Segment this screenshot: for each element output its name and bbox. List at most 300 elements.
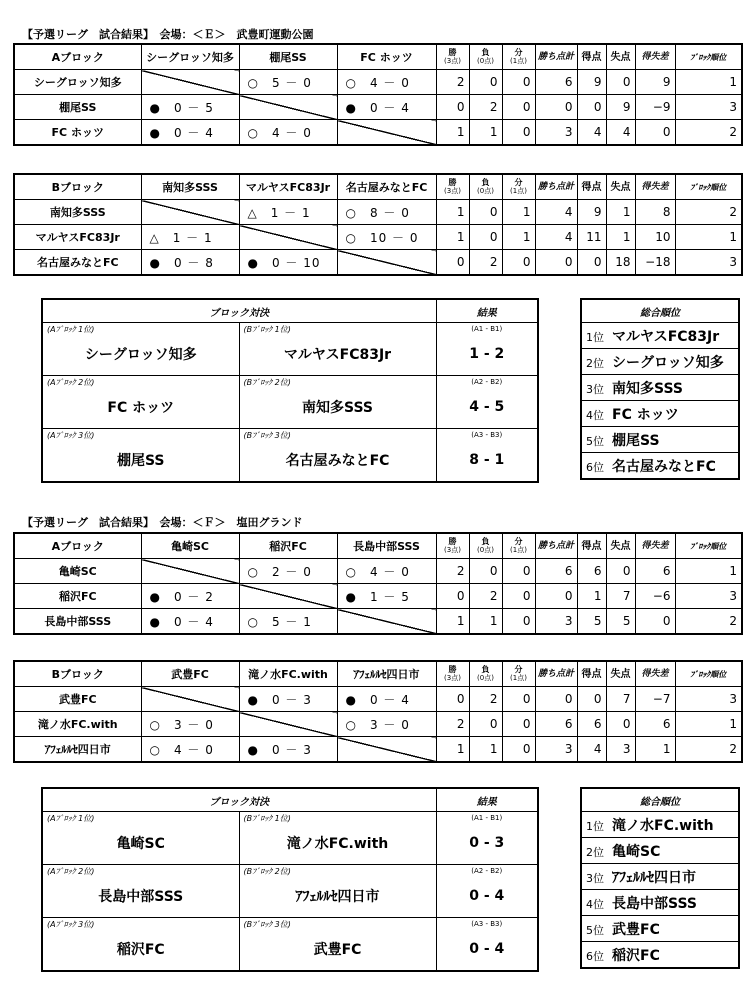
overall-position: 1位 <box>586 330 604 344</box>
match-result: ● 0 － 4 <box>141 609 239 635</box>
losses: 2 <box>469 95 502 120</box>
matchup-row <box>42 429 538 483</box>
matchup-code: (A1 - B1) <box>471 814 503 822</box>
match-result: ○ 4 － 0 <box>337 559 436 584</box>
goal-difference: 0 <box>635 120 675 146</box>
losses: 0 <box>469 200 502 225</box>
draws: 0 <box>502 559 535 584</box>
overall-team: FC ホッツ <box>612 406 679 423</box>
matchup-b-label: (Bﾌﾞﾛｯｸ 2位) <box>243 867 291 876</box>
matchup-b-team: 南知多SSS <box>302 400 373 416</box>
goals-for: 4 <box>577 737 606 763</box>
match-result: ● 0 － 4 <box>337 95 436 120</box>
match-result: ○ 10 － 0 <box>337 225 436 250</box>
matchup-result-cell <box>436 812 538 865</box>
draws: 0 <box>502 70 535 95</box>
matchup-result-cell <box>436 323 538 376</box>
header-gd: 得失差 <box>635 174 675 200</box>
overall-row <box>581 401 739 427</box>
matchup-score: 8 - 1 <box>469 452 505 468</box>
matchup-b-cell <box>239 376 436 429</box>
goal-difference: −6 <box>635 584 675 609</box>
goals-for: 0 <box>577 687 606 712</box>
block-rank: 1 <box>675 70 742 95</box>
matchup-a-team: 棚尾SS <box>116 453 165 469</box>
block-rank: 1 <box>675 712 742 737</box>
diagonal-cell <box>337 737 436 763</box>
header-gf: 得点 <box>577 44 606 70</box>
header-rank: ﾌﾞﾛｯｸ順位 <box>675 174 742 200</box>
matchup-result-cell <box>436 376 538 429</box>
match-result: ○ 4 － 0 <box>141 737 239 763</box>
overall-position: 1位 <box>586 819 604 833</box>
match-result: ○ 3 － 0 <box>337 712 436 737</box>
table-header-row <box>14 174 742 200</box>
overall-position: 5位 <box>586 923 604 937</box>
diagonal-cell <box>141 559 239 584</box>
matchup-a-label: (Aﾌﾞﾛｯｸ 3位) <box>47 431 95 440</box>
goals-for: 6 <box>577 712 606 737</box>
matchup-score: 0 - 3 <box>469 835 505 851</box>
overall-row <box>581 916 739 942</box>
block-label: Bブロック <box>14 661 141 687</box>
goals-for: 0 <box>577 95 606 120</box>
overall-position: 3位 <box>586 382 604 396</box>
matchup-a-team: 長島中部SSS <box>98 889 184 905</box>
diagonal-cell <box>337 120 436 146</box>
match-result: △ 1 － 1 <box>239 200 337 225</box>
goals-for: 5 <box>577 609 606 635</box>
table-header-row <box>14 661 742 687</box>
matchup-a-label: (Aﾌﾞﾛｯｸ 1位) <box>47 325 95 334</box>
table-row <box>14 225 742 250</box>
table-row <box>14 687 742 712</box>
overall-team: ｱﾌｪﾙﾙｾ四日市 <box>612 869 696 886</box>
goal-difference: 10 <box>635 225 675 250</box>
matchup-code: (A2 - B2) <box>471 378 503 386</box>
matchup-b-team: 武豊FC <box>313 942 362 958</box>
matchup-b-team: ｱﾌｪﾙﾙｾ四日市 <box>295 889 380 905</box>
column-team: 武豊FC <box>141 661 239 687</box>
goals-against: 0 <box>606 712 635 737</box>
table-row <box>14 120 742 146</box>
matchup-row <box>42 865 538 918</box>
overall-team: 滝ノ水FC.with <box>612 817 714 834</box>
overall-position: 3位 <box>586 871 604 885</box>
wins: 1 <box>436 120 469 146</box>
block-matchup-table-f <box>41 787 539 972</box>
table-header-row <box>14 533 742 559</box>
wins: 0 <box>436 250 469 276</box>
match-result: ● 0 － 4 <box>141 120 239 146</box>
block-rank: 2 <box>675 120 742 146</box>
matchup-score: 1 - 2 <box>469 346 505 362</box>
draws: 0 <box>502 120 535 146</box>
matchup-a-label: (Aﾌﾞﾛｯｸ 2位) <box>47 378 95 387</box>
overall-position: 4位 <box>586 408 604 422</box>
row-team: 武豊FC <box>14 687 141 712</box>
header-loss: 負 (0点) <box>469 661 502 687</box>
overall-row <box>581 349 739 375</box>
goals-against: 7 <box>606 584 635 609</box>
goals-against: 1 <box>606 200 635 225</box>
table-row <box>14 737 742 763</box>
matchup-a-team: 亀崎SC <box>116 836 165 852</box>
overall-row <box>581 864 739 890</box>
diagonal-cell <box>141 70 239 95</box>
block-matchup-table-e <box>41 298 539 483</box>
venue-heading-f: 【予選リーグ 試合結果】 会場：＜Ｆ＞ 塩田グランド <box>22 516 303 529</box>
goal-difference: 9 <box>635 70 675 95</box>
goals-against: 3 <box>606 737 635 763</box>
diagonal-cell <box>239 225 337 250</box>
result-table-e-block-b <box>13 173 743 276</box>
overall-team: 名古屋みなとFC <box>612 458 716 475</box>
overall-position: 4位 <box>586 897 604 911</box>
goals-against: 0 <box>606 70 635 95</box>
matchup-header-row <box>42 788 538 812</box>
header-draw: 分 (1点) <box>502 174 535 200</box>
goal-difference: −7 <box>635 687 675 712</box>
block-label: Bブロック <box>14 174 141 200</box>
header-win: 勝 (3点) <box>436 44 469 70</box>
overall-row <box>581 427 739 453</box>
row-team: 南知多SSS <box>14 200 141 225</box>
header-draw: 分 (1点) <box>502 44 535 70</box>
overall-team: 稲沢FC <box>612 947 660 964</box>
points: 0 <box>535 95 577 120</box>
matchup-b-label: (Bﾌﾞﾛｯｸ 1位) <box>243 325 291 334</box>
row-team: FC ホッツ <box>14 120 141 146</box>
goal-difference: −9 <box>635 95 675 120</box>
diagonal-cell <box>239 712 337 737</box>
header-points: 勝ち点計 <box>535 174 577 200</box>
matchup-title: ブロック対決 <box>42 299 436 323</box>
losses: 1 <box>469 609 502 635</box>
table-row <box>14 559 742 584</box>
goals-for: 11 <box>577 225 606 250</box>
overall-position: 2位 <box>586 845 604 859</box>
matchup-b-label: (Bﾌﾞﾛｯｸ 1位) <box>243 814 291 823</box>
header-rank: ﾌﾞﾛｯｸ順位 <box>675 44 742 70</box>
goals-against: 18 <box>606 250 635 276</box>
matchup-b-cell <box>239 323 436 376</box>
goals-against: 7 <box>606 687 635 712</box>
matchup-row <box>42 918 538 972</box>
header-draw: 分 (1点) <box>502 533 535 559</box>
overall-team: シーグロッソ知多 <box>612 354 724 371</box>
overall-row <box>581 890 739 916</box>
column-team: 南知多SSS <box>141 174 239 200</box>
column-team: 棚尾SS <box>239 44 337 70</box>
diagonal-cell <box>141 687 239 712</box>
goals-against: 5 <box>606 609 635 635</box>
match-result: ● 0 － 5 <box>141 95 239 120</box>
match-result: ○ 2 － 0 <box>239 559 337 584</box>
overall-title: 総合順位 <box>581 788 739 812</box>
diagonal-cell <box>239 584 337 609</box>
block-rank: 2 <box>675 200 742 225</box>
block-label: Aブロック <box>14 533 141 559</box>
column-team: 滝ノ水FC.with <box>239 661 337 687</box>
losses: 2 <box>469 250 502 276</box>
block-rank: 2 <box>675 737 742 763</box>
overall-row <box>581 812 739 838</box>
matchup-a-cell <box>42 812 239 865</box>
result-table-e-block-a <box>13 43 743 146</box>
header-ga: 失点 <box>606 174 635 200</box>
matchup-a-cell <box>42 376 239 429</box>
goals-for: 6 <box>577 559 606 584</box>
block-rank: 2 <box>675 609 742 635</box>
column-team: 名古屋みなとFC <box>337 174 436 200</box>
row-team: 稲沢FC <box>14 584 141 609</box>
wins: 0 <box>436 584 469 609</box>
column-team: 亀崎SC <box>141 533 239 559</box>
points: 3 <box>535 737 577 763</box>
losses: 0 <box>469 712 502 737</box>
goals-for: 0 <box>577 250 606 276</box>
header-loss: 負 (0点) <box>469 533 502 559</box>
header-rank: ﾌﾞﾛｯｸ順位 <box>675 533 742 559</box>
matchup-result-cell <box>436 865 538 918</box>
matchup-score: 4 - 5 <box>469 399 505 415</box>
header-points: 勝ち点計 <box>535 661 577 687</box>
goals-against: 0 <box>606 559 635 584</box>
matchup-a-team: シーグロッソ知多 <box>84 347 197 363</box>
overall-team: 亀崎SC <box>612 843 661 860</box>
overall-row <box>581 453 739 480</box>
header-gd: 得失差 <box>635 44 675 70</box>
match-result: ● 0 － 10 <box>239 250 337 276</box>
block-rank: 3 <box>675 95 742 120</box>
header-ga: 失点 <box>606 44 635 70</box>
block-rank: 3 <box>675 250 742 276</box>
losses: 0 <box>469 559 502 584</box>
header-rank: ﾌﾞﾛｯｸ順位 <box>675 661 742 687</box>
matchup-code: (A1 - B1) <box>471 325 503 333</box>
matchup-b-team: マルヤスFC83Jr <box>283 347 392 363</box>
match-result: ● 0 － 8 <box>141 250 239 276</box>
losses: 0 <box>469 70 502 95</box>
overall-position: 5位 <box>586 434 604 448</box>
header-ga: 失点 <box>606 661 635 687</box>
diagonal-cell <box>337 250 436 276</box>
match-result: ○ 5 － 0 <box>239 70 337 95</box>
matchup-result-header: 結果 <box>436 788 538 812</box>
overall-position: 2位 <box>586 356 604 370</box>
header-gf: 得点 <box>577 533 606 559</box>
goals-against: 9 <box>606 95 635 120</box>
goals-for: 9 <box>577 200 606 225</box>
points: 4 <box>535 225 577 250</box>
matchup-a-cell <box>42 918 239 972</box>
header-points: 勝ち点計 <box>535 44 577 70</box>
header-points: 勝ち点計 <box>535 533 577 559</box>
match-result: ● 0 － 2 <box>141 584 239 609</box>
block-rank: 1 <box>675 225 742 250</box>
goal-difference: 6 <box>635 712 675 737</box>
matchup-b-cell <box>239 918 436 972</box>
overall-header-row <box>581 788 739 812</box>
goals-for: 1 <box>577 584 606 609</box>
goal-difference: 1 <box>635 737 675 763</box>
header-win: 勝 (3点) <box>436 533 469 559</box>
matchup-row <box>42 376 538 429</box>
header-win: 勝 (3点) <box>436 174 469 200</box>
matchup-result-cell <box>436 429 538 483</box>
losses: 0 <box>469 225 502 250</box>
goal-difference: 6 <box>635 559 675 584</box>
match-result: ● 0 － 4 <box>337 687 436 712</box>
header-draw: 分 (1点) <box>502 661 535 687</box>
column-team: 稲沢FC <box>239 533 337 559</box>
header-gd: 得失差 <box>635 533 675 559</box>
wins: 1 <box>436 609 469 635</box>
draws: 0 <box>502 250 535 276</box>
block-label: Aブロック <box>14 44 141 70</box>
draws: 0 <box>502 584 535 609</box>
goal-difference: 0 <box>635 609 675 635</box>
overall-row <box>581 375 739 401</box>
row-team: 滝ノ水FC.with <box>14 712 141 737</box>
losses: 1 <box>469 120 502 146</box>
row-team: 棚尾SS <box>14 95 141 120</box>
row-team: ｱﾌｪﾙﾙｾ四日市 <box>14 737 141 763</box>
goals-against: 4 <box>606 120 635 146</box>
match-result: ○ 3 － 0 <box>141 712 239 737</box>
diagonal-cell <box>239 95 337 120</box>
column-team: シーグロッソ知多 <box>141 44 239 70</box>
matchup-result-cell <box>436 918 538 972</box>
losses: 1 <box>469 737 502 763</box>
match-result: ● 0 － 3 <box>239 687 337 712</box>
overall-team: 長島中部SSS <box>612 895 697 912</box>
wins: 1 <box>436 737 469 763</box>
overall-ranking-f <box>580 787 740 969</box>
overall-team: マルヤスFC83Jr <box>612 328 720 345</box>
goals-against: 1 <box>606 225 635 250</box>
match-result: ○ 5 － 1 <box>239 609 337 635</box>
points: 6 <box>535 70 577 95</box>
match-result: ● 1 － 5 <box>337 584 436 609</box>
draws: 0 <box>502 95 535 120</box>
draws: 0 <box>502 687 535 712</box>
header-gf: 得点 <box>577 661 606 687</box>
points: 0 <box>535 687 577 712</box>
wins: 2 <box>436 712 469 737</box>
match-result: ○ 4 － 0 <box>337 70 436 95</box>
overall-ranking-e <box>580 298 740 480</box>
matchup-row <box>42 323 538 376</box>
overall-header-row <box>581 299 739 323</box>
matchup-b-label: (Bﾌﾞﾛｯｸ 2位) <box>243 378 291 387</box>
goals-for: 9 <box>577 70 606 95</box>
match-result: ○ 4 － 0 <box>239 120 337 146</box>
wins: 2 <box>436 70 469 95</box>
header-win: 勝 (3点) <box>436 661 469 687</box>
matchup-b-label: (Bﾌﾞﾛｯｸ 3位) <box>243 920 291 929</box>
matchup-header-row <box>42 299 538 323</box>
draws: 0 <box>502 737 535 763</box>
points: 6 <box>535 559 577 584</box>
block-rank: 3 <box>675 687 742 712</box>
table-row <box>14 70 742 95</box>
header-loss: 負 (0点) <box>469 174 502 200</box>
overall-position: 6位 <box>586 460 604 474</box>
matchup-a-cell <box>42 429 239 483</box>
table-row <box>14 712 742 737</box>
table-header-row <box>14 44 742 70</box>
row-team: 名古屋みなとFC <box>14 250 141 276</box>
matchup-a-label: (Aﾌﾞﾛｯｸ 3位) <box>47 920 95 929</box>
matchup-b-cell <box>239 812 436 865</box>
row-team: シーグロッソ知多 <box>14 70 141 95</box>
matchup-b-team: 名古屋みなとFC <box>285 453 390 469</box>
header-gd: 得失差 <box>635 661 675 687</box>
result-table-f-block-b <box>13 660 743 763</box>
points: 6 <box>535 712 577 737</box>
table-row <box>14 250 742 276</box>
matchup-b-label: (Bﾌﾞﾛｯｸ 3位) <box>243 431 291 440</box>
matchup-row <box>42 812 538 865</box>
wins: 0 <box>436 95 469 120</box>
draws: 1 <box>502 225 535 250</box>
matchup-code: (A3 - B3) <box>471 431 503 439</box>
row-team: マルヤスFC83Jr <box>14 225 141 250</box>
column-team: マルヤスFC83Jr <box>239 174 337 200</box>
points: 0 <box>535 584 577 609</box>
match-result: ○ 8 － 0 <box>337 200 436 225</box>
wins: 1 <box>436 225 469 250</box>
matchup-b-cell <box>239 429 436 483</box>
matchup-score: 0 - 4 <box>469 888 505 904</box>
matchup-a-cell <box>42 865 239 918</box>
matchup-a-cell <box>42 323 239 376</box>
draws: 1 <box>502 200 535 225</box>
venue-heading-e: 【予選リーグ 試合結果】 会場：＜Ｅ＞ 武豊町運動公園 <box>22 28 314 41</box>
wins: 2 <box>436 559 469 584</box>
goal-difference: −18 <box>635 250 675 276</box>
losses: 2 <box>469 687 502 712</box>
points: 0 <box>535 250 577 276</box>
overall-row <box>581 323 739 349</box>
matchup-a-team: FC ホッツ <box>107 400 175 416</box>
matchup-b-cell <box>239 865 436 918</box>
wins: 1 <box>436 200 469 225</box>
overall-team: 武豊FC <box>612 921 660 938</box>
result-table-f-block-a <box>13 532 743 635</box>
table-row <box>14 200 742 225</box>
matchup-a-team: 稲沢FC <box>116 942 165 958</box>
overall-row <box>581 942 739 969</box>
points: 3 <box>535 609 577 635</box>
overall-team: 南知多SSS <box>612 380 683 397</box>
draws: 0 <box>502 609 535 635</box>
diagonal-cell <box>337 609 436 635</box>
match-result: ● 0 － 3 <box>239 737 337 763</box>
points: 3 <box>535 120 577 146</box>
matchup-a-label: (Aﾌﾞﾛｯｸ 2位) <box>47 867 95 876</box>
matchup-a-label: (Aﾌﾞﾛｯｸ 1位) <box>47 814 95 823</box>
matchup-title: ブロック対決 <box>42 788 436 812</box>
block-rank: 3 <box>675 584 742 609</box>
goal-difference: 8 <box>635 200 675 225</box>
row-team: 亀崎SC <box>14 559 141 584</box>
header-loss: 負 (0点) <box>469 44 502 70</box>
column-team: ｱﾌｪﾙﾙｾ四日市 <box>337 661 436 687</box>
overall-title: 総合順位 <box>581 299 739 323</box>
